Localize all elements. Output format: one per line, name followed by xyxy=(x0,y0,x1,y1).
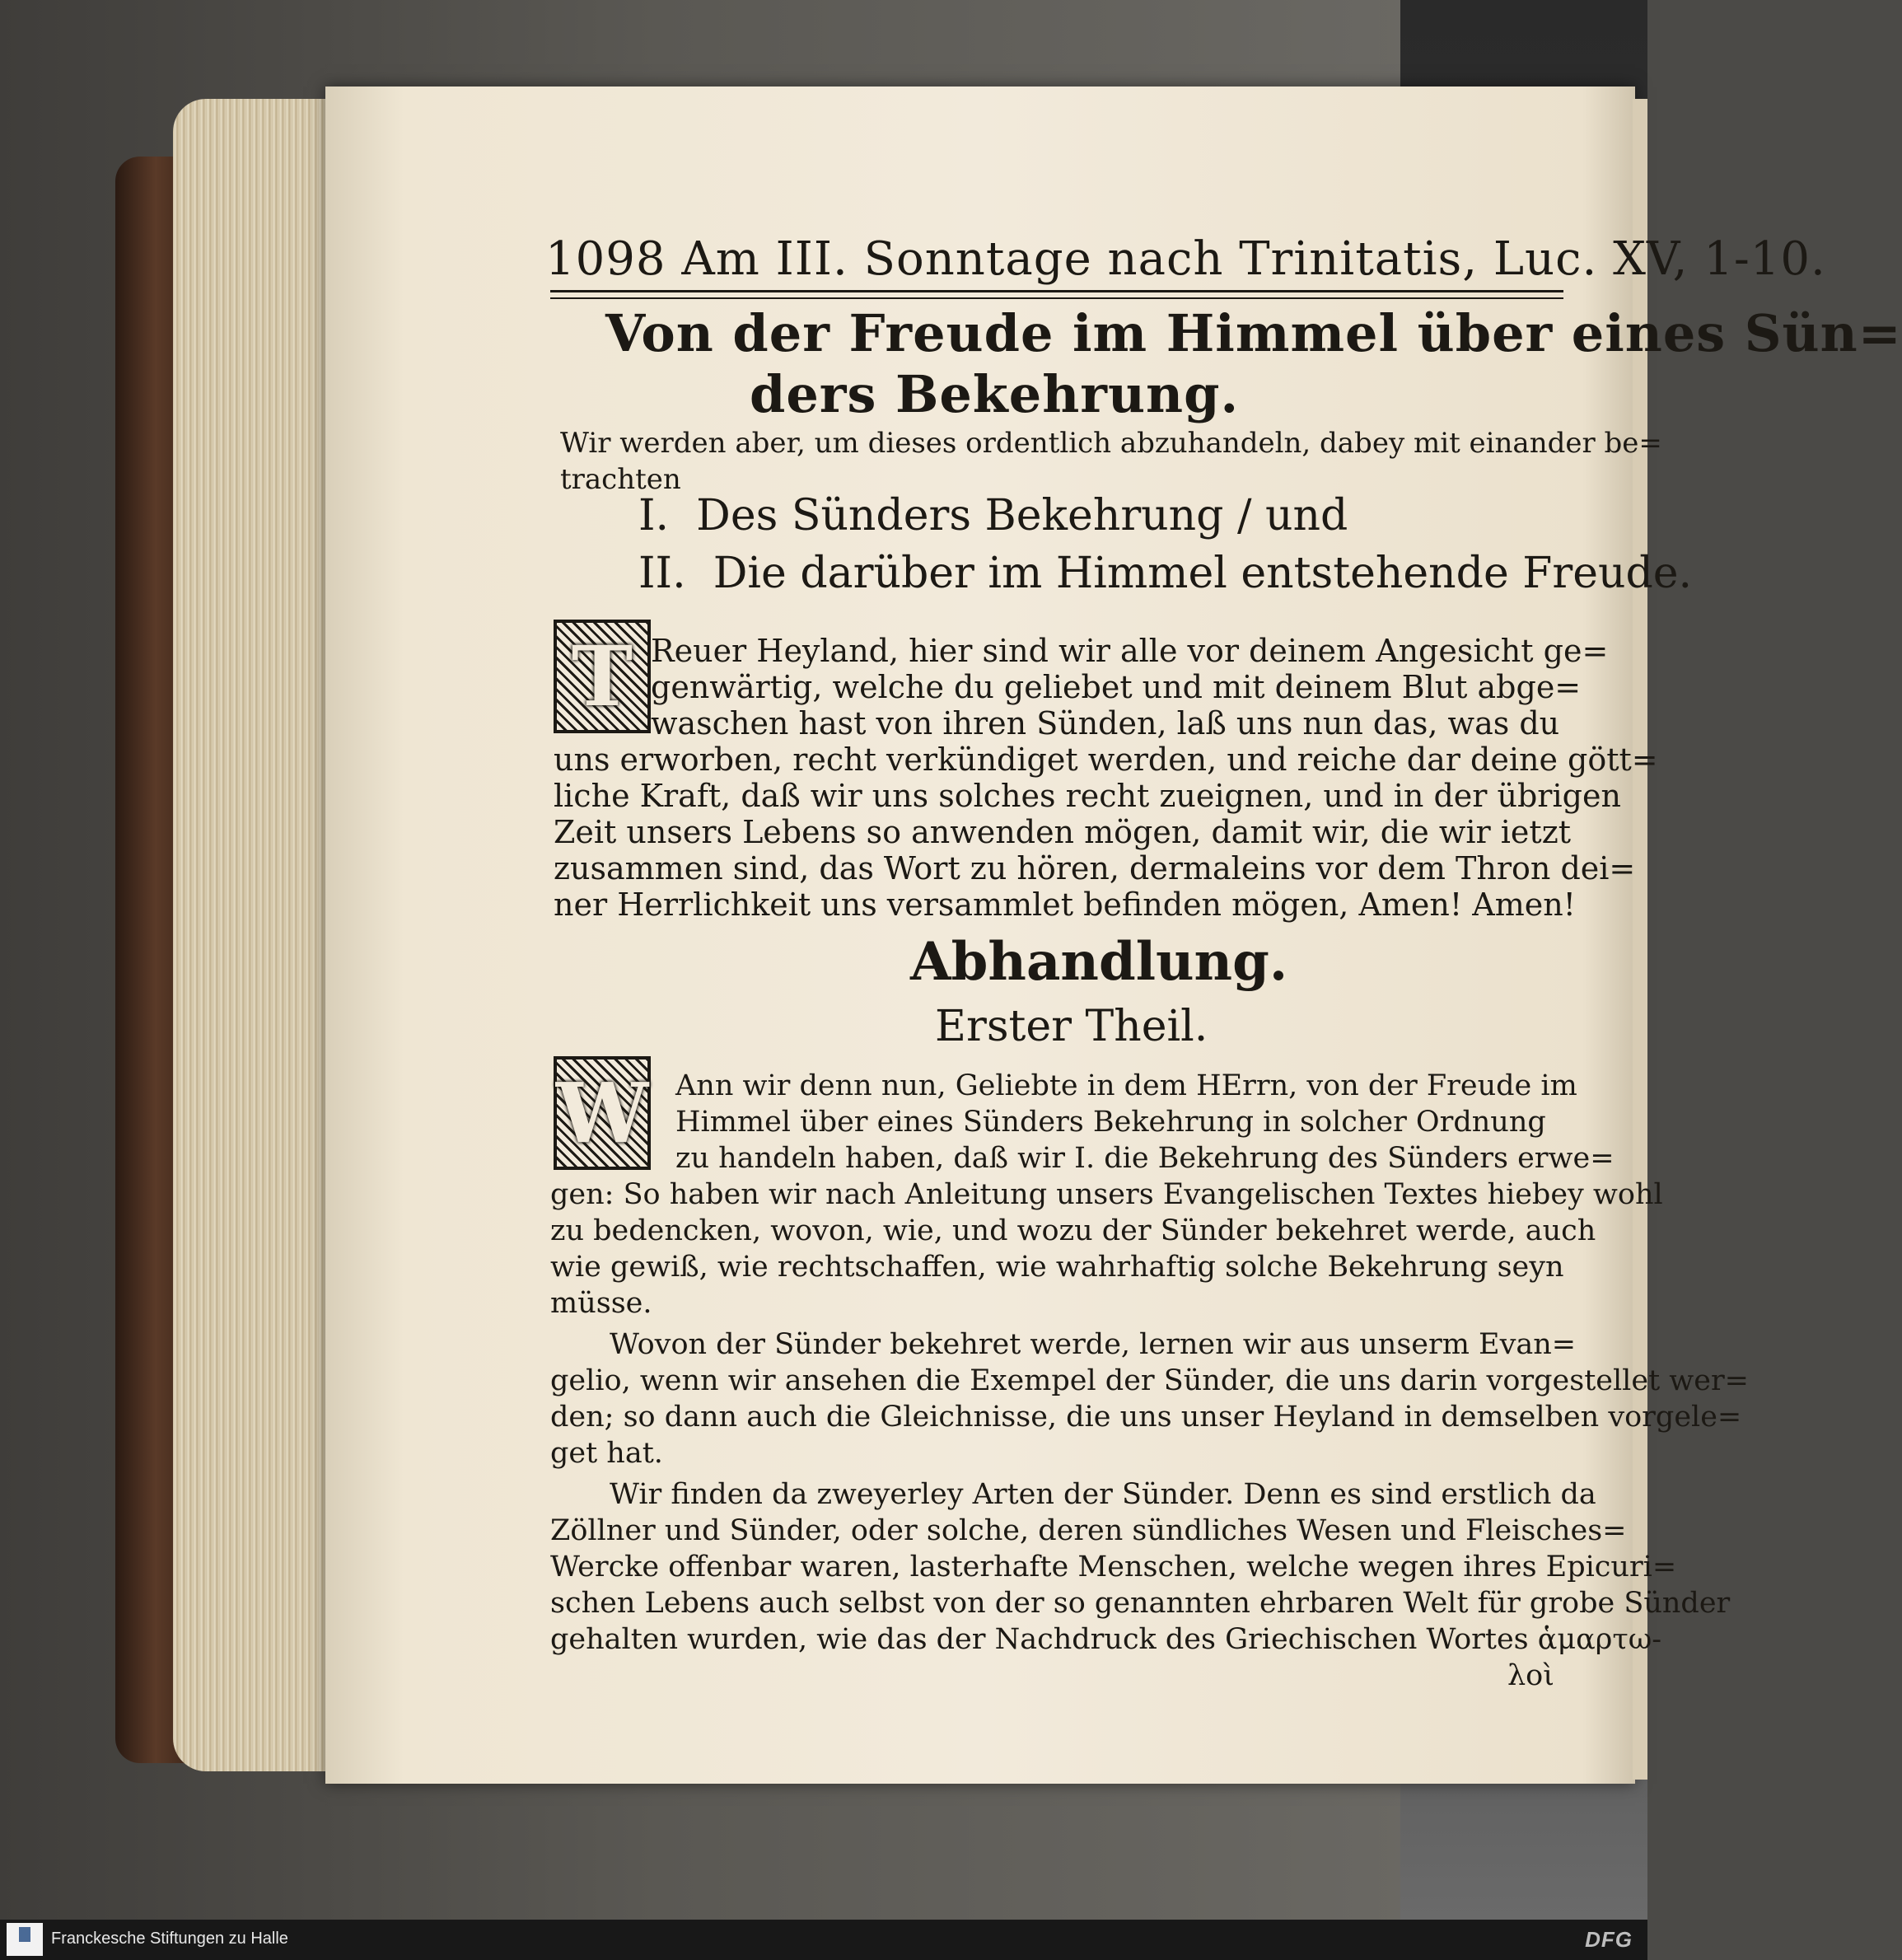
body-line: Wir finden da zweyerley Arten der Sünder. Denn es sind erstlich da xyxy=(610,1478,1596,1511)
point-2-text: Die darüber im Himmel entstehende Freude. xyxy=(713,549,1693,598)
body-line: gelio, wenn wir ansehen die Exempel der Sünder, die uns darin vorgestellet wer= xyxy=(550,1364,1749,1397)
sermon-title-line-2: ders Bekehrung. xyxy=(750,364,1240,424)
body-line: wie gewiß, wie rechtschaffen, wie wahrhaftig solche Bekehrung seyn xyxy=(550,1251,1564,1284)
body-line: Ann wir denn nun, Geliebte in dem HErrn, von der Freude im xyxy=(675,1069,1577,1102)
point-2 xyxy=(638,549,1692,598)
point-1-text: Des Sünders Bekehrung / und xyxy=(696,491,1348,540)
part-heading: Erster Theil. xyxy=(935,1002,1208,1051)
prayer-line: zusammen sind, das Wort zu hören, dermaleins vor dem Thron dei= xyxy=(554,850,1636,886)
page-edges xyxy=(173,99,338,1771)
point-1-number: I. xyxy=(638,491,670,540)
body-line: Himmel über eines Sünders Bekehrung in solcher Ordnung xyxy=(675,1106,1546,1139)
body-line: gen: So haben wir nach Anleitung unsers Evangelischen Textes hiebey wohl xyxy=(550,1178,1663,1211)
body-line: gehalten wurden, wie das der Nachdruck des Griechischen Wortes ἁμαρτω- xyxy=(550,1623,1662,1656)
body-line: Wercke offenbar waren, lasterhafte Menschen, welche wegen ihres Epicuri= xyxy=(550,1551,1677,1583)
point-1 xyxy=(638,491,1348,540)
dfg-logo[interactable]: DFG xyxy=(1585,1927,1633,1952)
body-line: λοὶ xyxy=(1507,1659,1554,1692)
prayer-line: genwärtig, welche du geliebet und mit deinem Blut abge= xyxy=(651,669,1582,705)
prayer-line: uns erworben, recht verkündiget werden, und reiche dar deine gött= xyxy=(554,741,1658,778)
viewer-footer xyxy=(0,1920,1647,1960)
body-line: zu handeln haben, daß wir I. die Bekehrung des Sünders erwe= xyxy=(675,1142,1615,1175)
body-line: get hat. xyxy=(550,1437,663,1470)
body-line: den; so dann auch die Gleichnisse, die uns unser Heyland in demselben vorgele= xyxy=(550,1401,1742,1434)
prayer-line: waschen hast von ihren Sünden, laß uns nun das, was du xyxy=(651,705,1560,741)
institution-name[interactable]: Franckesche Stiftungen zu Halle xyxy=(51,1930,288,1948)
body-line: Wovon der Sünder bekehret werde, lernen wir aus unserm Evan= xyxy=(610,1328,1577,1361)
body-line: zu bedencken, wovon, wie, und wozu der Sünder bekehret werde, auch xyxy=(550,1214,1596,1247)
intro-line-1: Wir werden aber, um dieses ordentlich abzuhandeln, dabey mit einander be= xyxy=(560,427,1662,460)
section-heading: Abhandlung. xyxy=(910,931,1288,993)
sermon-title-line-1: Von der Freude im Himmel über eines Sün= xyxy=(605,303,1902,363)
prayer-line: ner Herrlichkeit uns versammlet befinden mögen, Amen! Amen! xyxy=(554,886,1576,923)
intro-line-2: trachten xyxy=(560,463,681,496)
prayer-line: Reuer Heyland, hier sind wir alle vor deinem Angesicht ge= xyxy=(651,633,1609,669)
header-rule xyxy=(550,290,1563,299)
body-line: Zöllner und Sünder, oder solche, deren sündliches Wesen und Fleisches= xyxy=(550,1514,1627,1547)
body-initial: W xyxy=(554,1056,651,1170)
body-line: schen Lebens auch selbst von der so genannten ehrbaren Welt für grobe Sünder xyxy=(550,1587,1731,1620)
point-2-number: II. xyxy=(638,549,686,598)
body-line: müsse. xyxy=(550,1287,652,1320)
prayer-initial: T xyxy=(554,620,651,733)
running-header: 1098 Am III. Sonntage nach Trinitatis, Luc. XV, 1-10. xyxy=(545,232,1826,286)
prayer-line: liche Kraft, daß wir uns solches recht zueignen, und in der übrigen xyxy=(554,778,1621,814)
prayer-line: Zeit unsers Lebens so anwenden mögen, damit wir, die wir ietzt xyxy=(554,814,1571,850)
franckesche-stiftungen-logo-icon[interactable] xyxy=(7,1923,43,1956)
